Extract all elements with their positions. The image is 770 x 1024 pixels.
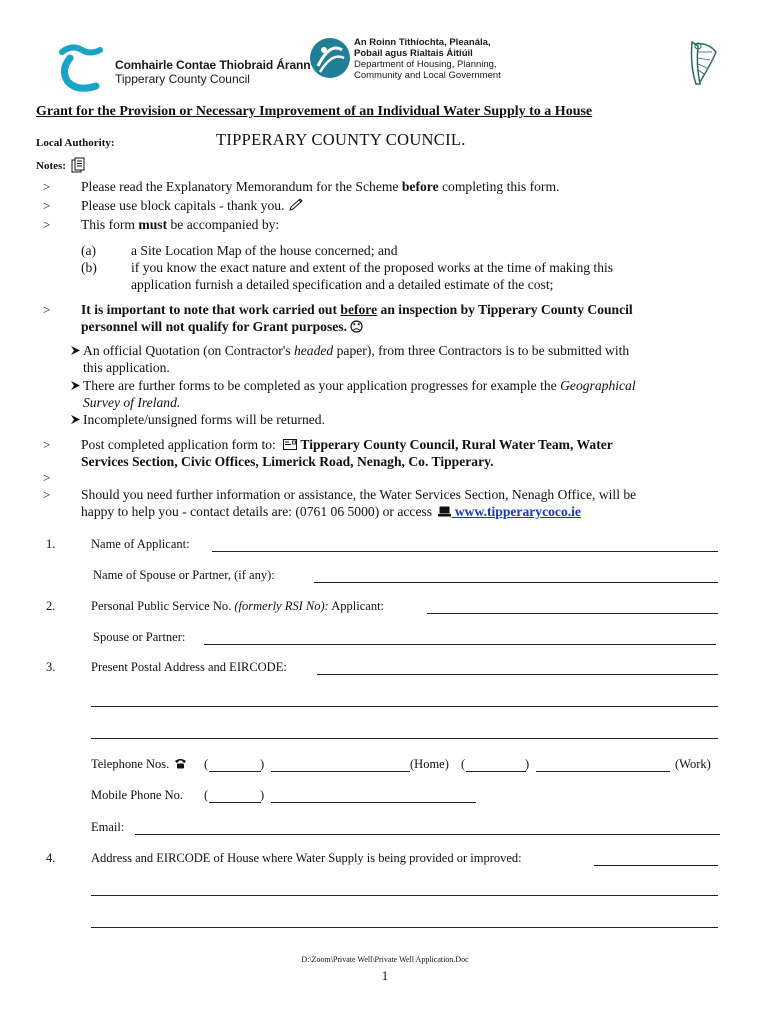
mobile-area-code-field[interactable] bbox=[209, 802, 261, 803]
sub-b-text-2: application furnish a detailed specification and a detailed estimate of the cost; bbox=[131, 277, 554, 292]
post-to-address-1: Tipperary County Council, Rural Water Team, Water bbox=[297, 437, 613, 452]
spouse-name-field[interactable] bbox=[314, 582, 718, 583]
telephone-home-close-paren: ) bbox=[260, 757, 265, 771]
house-address-field-2[interactable] bbox=[91, 895, 718, 896]
warning-line-1 bbox=[81, 301, 633, 318]
telephone-label-text: Telephone Nos. bbox=[91, 757, 170, 771]
note-2 bbox=[81, 197, 304, 214]
arrow-bullet-icon bbox=[70, 414, 81, 425]
arrow-note-1 bbox=[83, 342, 629, 359]
mobile-close-paren: ) bbox=[260, 788, 265, 802]
spouse-name-label: Name of Spouse or Partner, (if any): bbox=[93, 568, 275, 582]
note-2-text: Please use block capitals - thank you. bbox=[81, 198, 285, 213]
note-1 bbox=[81, 178, 559, 195]
house-address-field-1[interactable] bbox=[594, 865, 718, 866]
arrow-note-2-text: There are further forms to be completed as your application progresses for example the bbox=[83, 378, 561, 393]
department-name bbox=[354, 37, 501, 81]
header bbox=[0, 0, 770, 100]
note-1-text: Please read the Explanatory Memorandum for the Scheme bbox=[81, 179, 402, 194]
email-field[interactable] bbox=[135, 834, 720, 835]
harp-emblem-icon bbox=[686, 38, 720, 88]
council-name bbox=[115, 58, 311, 86]
note-1-text-end: completing this form. bbox=[438, 179, 560, 194]
telephone-home-open-paren: ( bbox=[204, 757, 209, 771]
note-3-bold: must bbox=[138, 217, 168, 232]
pencil-icon bbox=[288, 198, 304, 212]
sub-b-text-1: if you know the exact nature and extent of the proposed works at the time of making this bbox=[131, 260, 614, 275]
notes-label bbox=[36, 157, 85, 173]
form-title: Grant for the Provision or Necessary Improvement of an Individual Water Supply to a House bbox=[36, 104, 593, 119]
mobile-open-paren: ( bbox=[204, 788, 209, 802]
q1-number: 1. bbox=[46, 537, 56, 551]
warning-text-end: an inspection by Tipperary County Council bbox=[377, 302, 633, 317]
q3-label: Present Postal Address and EIRCODE: bbox=[91, 660, 287, 674]
council-irish-name: Comhairle Contae Thiobraid Árann bbox=[115, 58, 311, 72]
arrow-bullet-icon bbox=[70, 345, 81, 356]
spouse-ppsn-label: Spouse or Partner: bbox=[93, 630, 186, 644]
bullet-marker: > bbox=[43, 179, 51, 194]
telephone-work-close-paren: ) bbox=[525, 757, 530, 771]
telephone-work-open-paren: ( bbox=[461, 757, 466, 771]
post-to-address-2: Services Section, Civic Offices, Limerick Road, Nenagh, Co. Tipperary. bbox=[81, 454, 494, 469]
sub-a-text: a Site Location Map of the house concerned; and bbox=[131, 243, 398, 258]
notes-icon bbox=[71, 157, 85, 173]
postal-address-field-1[interactable] bbox=[317, 674, 718, 675]
warning-text: It is important to note that work carried out bbox=[81, 302, 341, 317]
dept-line-3: Department of Housing, Planning, bbox=[354, 59, 497, 70]
warning-line-2 bbox=[81, 318, 363, 335]
postal-address-field-3[interactable] bbox=[91, 738, 718, 739]
telephone-icon bbox=[174, 758, 187, 769]
arrow-note-2-line-2: Survey of Ireland. bbox=[83, 395, 181, 410]
telephone-label bbox=[91, 757, 187, 772]
dept-line-1: An Roinn Tithíochta, Pleanála, bbox=[354, 37, 491, 48]
house-address-field-3[interactable] bbox=[91, 927, 718, 928]
department-logo-icon bbox=[308, 36, 352, 80]
arrow-note-2 bbox=[83, 377, 636, 394]
computer-icon bbox=[438, 506, 451, 517]
bullet-marker: > bbox=[43, 487, 51, 502]
home-phone-field[interactable] bbox=[271, 771, 410, 772]
q2-label-italic: (formerly RSI No): bbox=[234, 599, 329, 613]
q4-label: Address and EIRCODE of House where Water Supply is being provided or improved: bbox=[91, 851, 522, 865]
bullet-marker: > bbox=[43, 470, 51, 485]
arrow-bullet-icon bbox=[70, 380, 81, 391]
note-3-text: This form bbox=[81, 217, 139, 232]
envelope-icon bbox=[283, 439, 297, 450]
applicant-ppsn-field[interactable] bbox=[427, 613, 718, 614]
website-link[interactable]: www.tipperarycoco.ie bbox=[451, 504, 581, 519]
sub-b-label: (b) bbox=[81, 260, 97, 275]
footer-file-path: D:\Zoom\Private Well\Private Well Application.Doc bbox=[301, 955, 469, 964]
help-line-2-text: happy to help you - contact details are: (0761 06 5000) or access bbox=[81, 504, 433, 519]
warning-text-2: personnel will not qualify for Grant purposes. bbox=[81, 319, 347, 334]
warning-underlined: before bbox=[340, 302, 378, 317]
sub-a-label: (a) bbox=[81, 243, 97, 258]
telephone-home-label: (Home) bbox=[410, 757, 449, 771]
q2-label bbox=[91, 599, 384, 614]
email-label: Email: bbox=[91, 820, 125, 834]
bullet-marker: > bbox=[43, 437, 51, 452]
q3-number: 3. bbox=[46, 660, 56, 674]
page-number: 1 bbox=[381, 968, 389, 983]
q4-number: 4. bbox=[46, 851, 56, 865]
mobile-label: Mobile Phone No. bbox=[91, 788, 184, 802]
notes-label-text: Notes: bbox=[36, 160, 66, 172]
arrow-note-1-text: An official Quotation (on Contractor's bbox=[83, 343, 294, 358]
q2-number: 2. bbox=[46, 599, 56, 613]
home-area-code-field[interactable] bbox=[209, 771, 261, 772]
council-logo-icon bbox=[56, 42, 108, 94]
help-line-2 bbox=[81, 503, 581, 520]
arrow-note-1-italic: headed bbox=[293, 343, 334, 358]
spouse-ppsn-field[interactable] bbox=[204, 644, 716, 645]
q2-label-text: Personal Public Service No. bbox=[91, 599, 235, 613]
work-area-code-field[interactable] bbox=[466, 771, 526, 772]
dept-line-2: Pobail agus Rialtais Áitiúil bbox=[354, 48, 473, 59]
mobile-phone-field[interactable] bbox=[271, 802, 476, 803]
work-phone-field[interactable] bbox=[536, 771, 670, 772]
arrow-note-3: Incomplete/unsigned forms will be returned. bbox=[83, 412, 325, 427]
applicant-name-field[interactable] bbox=[212, 551, 718, 552]
arrow-note-1-text-end: paper), from three Contractors is to be submitted with bbox=[333, 343, 630, 358]
arrow-note-1-line-2: this application. bbox=[83, 360, 170, 375]
local-authority-label: Local Authority: bbox=[36, 137, 115, 149]
arrow-note-2-italic: Geographical bbox=[560, 378, 636, 393]
local-authority-value: TIPPERARY COUNTY COUNCIL. bbox=[216, 130, 466, 149]
dept-line-4: Community and Local Government bbox=[354, 70, 501, 81]
post-to-line-1 bbox=[81, 436, 613, 453]
postal-address-field-2[interactable] bbox=[91, 706, 718, 707]
council-english-name: Tipperary County Council bbox=[115, 72, 250, 86]
note-3 bbox=[81, 216, 279, 233]
q1-label: Name of Applicant: bbox=[91, 537, 190, 551]
note-3-text-end: be accompanied by: bbox=[167, 217, 280, 232]
note-1-bold: before bbox=[401, 179, 439, 194]
bullet-marker: > bbox=[43, 217, 51, 232]
post-to-text: Post completed application form to: bbox=[81, 437, 276, 452]
bullet-marker: > bbox=[43, 302, 51, 317]
telephone-work-label: (Work) bbox=[675, 757, 711, 771]
help-line-1: Should you need further information or assistance, the Water Services Section, Nenagh Office, will be bbox=[81, 487, 637, 502]
sad-face-icon bbox=[350, 320, 363, 333]
q2-label-end: Applicant: bbox=[328, 599, 385, 613]
bullet-marker: > bbox=[43, 198, 51, 213]
